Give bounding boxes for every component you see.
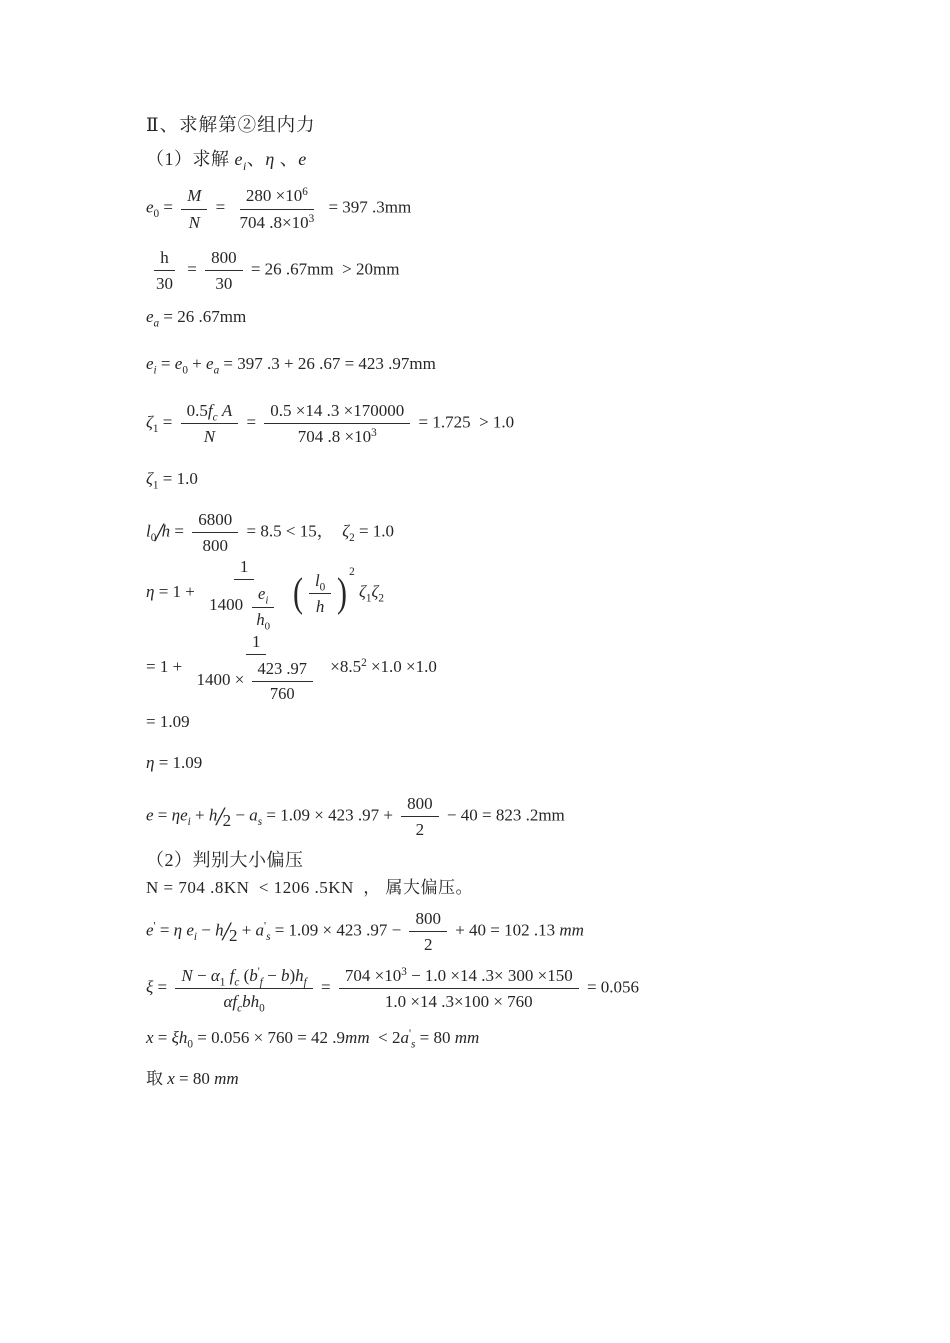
formula-eta-value: η = 1.09 xyxy=(146,752,203,772)
line-take-x: 取 x = 80 mm xyxy=(146,1068,239,1088)
formula-eta-result: = 1.09 xyxy=(146,711,190,731)
formula-x: $x = \xi h_0 = 0.056 \times 760 = 42$ $.9mm < 2a'_s = 80$ mm xyxy=(146,1027,480,1051)
formula-eta: η = 1 + 1 1400 $\frac{e_i}{h_0}$ ( $l_0$ h ) 2 $\zeta_1\zeta_2$ xyxy=(146,557,385,633)
section-heading: Ⅱ、求解第②组内力 xyxy=(146,116,316,136)
document-body xyxy=(146,114,890,1090)
formula-l0-over-h: $l_0/h$ = $\frac{6800}{800}$ = 8.5 < 15， $\zeta_2 = 1.0$ xyxy=(146,509,395,555)
formula-zeta1-value: $\zeta_1 = 1.0$ xyxy=(146,468,198,492)
formula-zeta1: $\zeta_1$ = $\frac{0.5f_c A}{N}$ = $\frac{0.5 \times 14 .3 \times 170000}{704 .8 \times 10^3}$ = 1.725 > 1.0 xyxy=(146,401,515,447)
formula-eta-substitute: = 1 + 1 1400 × $\frac{423 .97}{760}$ $\times 8.5^2 \times 1.0 \times 1.0$ xyxy=(146,631,437,704)
formula-e: $e = \eta e_i + h/2 - a_s = 1.09 \times 423$ .97 + $\frac{800}{2}$ − 40 = 823 .2mm xyxy=(146,793,565,840)
step2-heading: （2）判别大小偏压 xyxy=(146,850,304,871)
formula-e-prime: e' = η $e_i - h/2 + a'_s = 1.09 \times 423$ .97 − $\frac{800}{2}$ + 40 = 102 .13 mm xyxy=(146,908,584,954)
formula-ea: $e_a = 26$ .67mm xyxy=(146,307,247,330)
formula-h-over-30: $\frac{h}{30}$ = $\frac{800}{30}$ = 26 .67mm > 20mm xyxy=(156,247,400,294)
line-n-compare: N = 704 .8KN < 1206 .5KN ， 属大偏压。 xyxy=(146,877,474,897)
formula-xi: ξ = $N - \alpha_1$ $f_c$ $(b'_f - b)h_f$ $\alpha f_cbh_0$ = $\frac{704 \times 10^3 - 1.0 \times 14 .3\times 300 \times 150}{1.0 \times 14 .3\times 100 \times 760}$ = 0.056 xyxy=(146,965,640,1015)
step1-heading: （1）求解 $e_i$、η 、e xyxy=(146,148,307,173)
formula-e0: $e_0$ = $\frac{M}{N}$ = $\frac{280 \times 10^6}{704 .8\times 10^3}$ = 397 .3mm xyxy=(146,186,412,232)
formula-ei: $e_i = e_0 + e_a = 397$ .3 + 26 .67 = 423 .97mm xyxy=(146,354,436,377)
